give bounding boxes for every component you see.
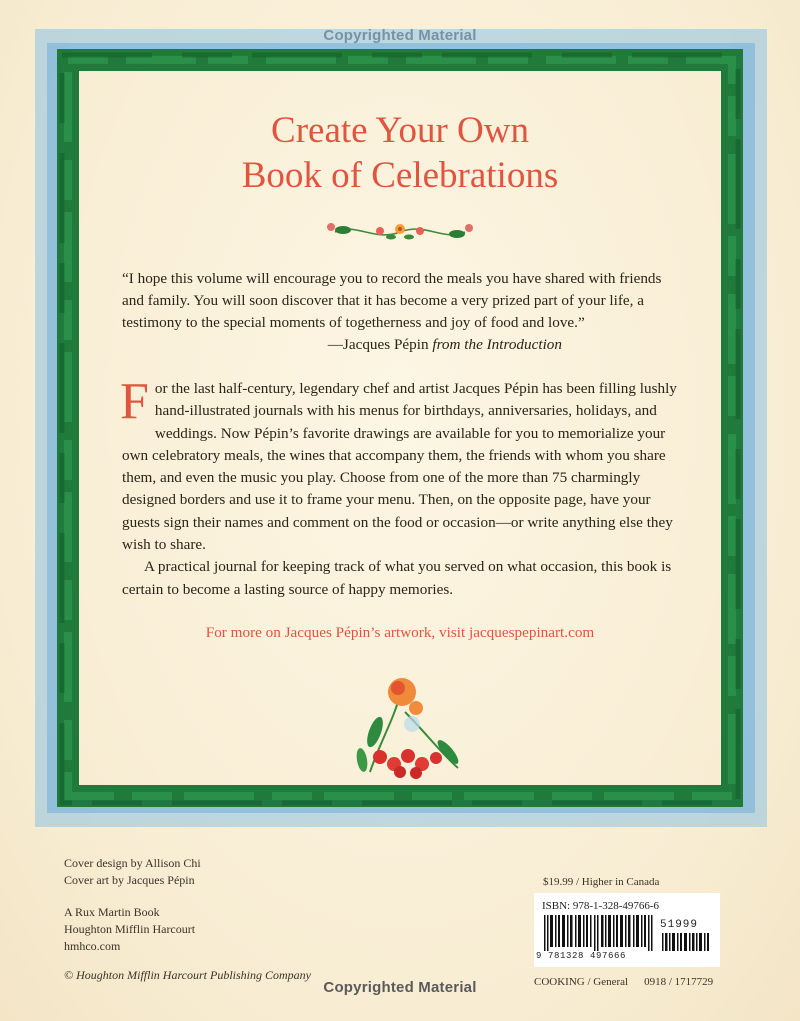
floral-ornament bbox=[325, 218, 475, 246]
isbn-number: ISBN: 978-1-328-49766-6 bbox=[542, 900, 660, 912]
red-flower-6 bbox=[394, 766, 406, 778]
description-paragraph-2: A practical journal for keeping track of what you served on what occasion, this book is certain to become a lasting source of happy memories. bbox=[122, 558, 672, 598]
ornament-leaf-right bbox=[449, 230, 465, 238]
barcode-label bbox=[534, 893, 720, 967]
intro-quote bbox=[122, 268, 682, 356]
cover-art-credit: Cover art by Jacques Pépin bbox=[64, 873, 195, 887]
catalog-code: 0918 / 1717729 bbox=[644, 976, 714, 988]
quote-attribution bbox=[122, 334, 682, 356]
ornament-bud-right bbox=[465, 224, 473, 232]
copyright-line: © Houghton Mifflin Harcourt Publishing Company bbox=[64, 968, 312, 982]
paragraph-1-text: or the last half-century, legendary chef and artist Jacques Pépin has been filling lushly hand-illustrated journals with his menus for birthdays, anniversaries, holidays, and weddings. Now Pépin’s favorite drawings are available for you to memorialize your own celebratory meals, the wines that accompany them, the friends with whom you share them, and even the music you play. Choose from one of the more than 75 charmingly designed borders and use it to frame your menu. Then, on the opposite page, have your guests sign their names and comment on the food or occasion—or write anything else they wish to share. bbox=[122, 380, 677, 554]
quote-author: —Jacques Pépin bbox=[327, 336, 429, 353]
cover-design-credit: Cover design by Allison Chi bbox=[64, 856, 201, 870]
description-paragraph-1 bbox=[120, 373, 682, 556]
website-line: For more on Jacques Pépin’s artwork, visit jacquespepinart.com bbox=[205, 624, 595, 641]
quote-text: “I hope this volume will encourage you to record the meals you have shared with friends and family. You will soon discover that it has become a very prized part of your life, a testimony to the special moments of togetherness and joy of food and love.” bbox=[122, 270, 662, 331]
quote-source: from the Introduction bbox=[432, 336, 562, 353]
red-flower-7 bbox=[410, 767, 422, 779]
red-flower-1 bbox=[373, 750, 387, 764]
price-addon-barcode bbox=[662, 933, 712, 951]
orange-bud bbox=[409, 701, 423, 715]
publisher-site: hmhco.com bbox=[64, 939, 121, 953]
ornament-leaf-mid-right bbox=[404, 235, 414, 240]
watermark-top: Copyrighted Material bbox=[323, 27, 477, 44]
leaf-low bbox=[355, 747, 369, 772]
ornament-flower-2 bbox=[416, 227, 424, 235]
page-title bbox=[100, 108, 700, 198]
barcode-digits: 9 781328 497666 bbox=[536, 951, 627, 961]
publisher-block bbox=[64, 904, 195, 955]
blue-wash bbox=[404, 716, 420, 732]
book-description bbox=[120, 373, 682, 601]
title-line-2: Book of Celebrations bbox=[241, 155, 559, 196]
imprint-name: A Rux Martin Book bbox=[64, 905, 160, 919]
drop-cap: F bbox=[120, 373, 149, 430]
ornament-center-dot bbox=[398, 227, 402, 231]
ean-barcode bbox=[544, 915, 656, 951]
ornament-flower-1 bbox=[376, 227, 384, 235]
ornament-leaf-mid-left bbox=[386, 235, 396, 240]
cover-credits bbox=[64, 855, 201, 889]
orange-flower-center bbox=[391, 681, 405, 695]
red-flower-5 bbox=[430, 752, 442, 764]
leaf-left bbox=[364, 715, 386, 749]
title-line-1: Create Your Own bbox=[271, 110, 529, 151]
subject-category: COOKING / General bbox=[534, 976, 629, 988]
red-flower-3 bbox=[401, 749, 415, 763]
price-line: $19.99 / Higher in Canada bbox=[543, 876, 660, 888]
watermark-bottom: Copyrighted Material bbox=[323, 979, 477, 996]
price-code: 51999 bbox=[660, 919, 699, 931]
ornament-bud-left bbox=[327, 223, 335, 231]
ornament-leaf-left bbox=[335, 226, 351, 234]
flower-bouquet-illustration bbox=[340, 672, 470, 782]
publisher-name: Houghton Mifflin Harcourt bbox=[64, 922, 196, 936]
